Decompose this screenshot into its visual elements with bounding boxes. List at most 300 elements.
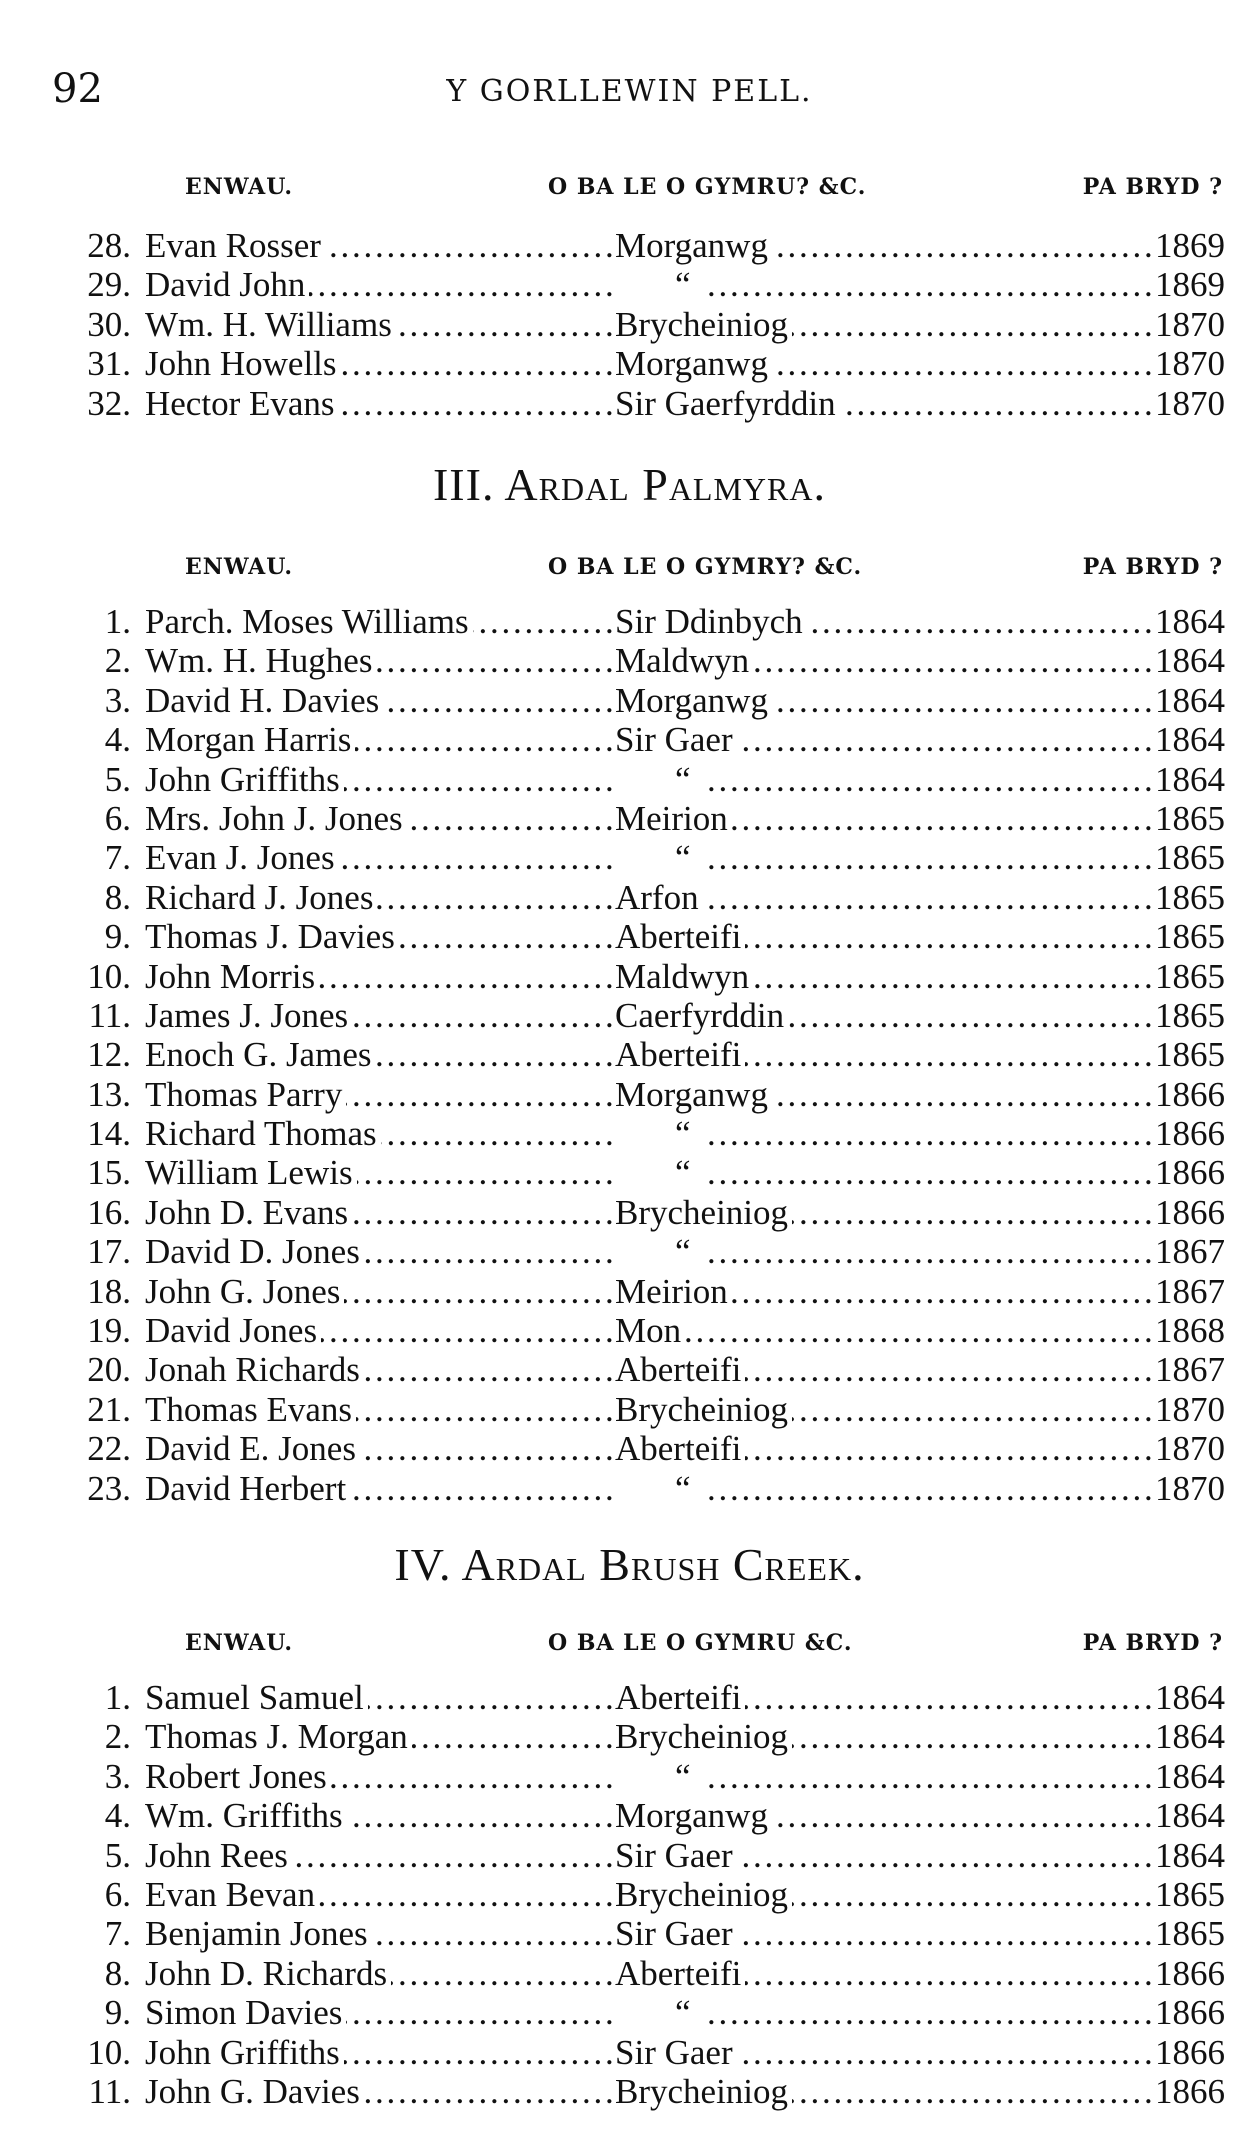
entry-name-cell: [145, 1993, 615, 2032]
entry-origin-cell: [615, 1875, 1155, 1914]
entry-number: 14.: [87, 1114, 131, 1154]
entry-origin: “: [615, 1153, 705, 1192]
entry-origin-cell: [615, 1954, 1155, 1993]
entry-line: [145, 1153, 1225, 1192]
entry-year: 1864: [1155, 1756, 1225, 1796]
entry-number: 18.: [87, 1271, 131, 1311]
entry-year: 1866: [1155, 1114, 1225, 1154]
entry-number: 19.: [87, 1311, 131, 1351]
list-item: [0, 1429, 1259, 1468]
entry-line: [145, 1836, 1225, 1875]
list-item: [0, 1390, 1259, 1429]
entry-origin: Morganwg: [615, 1075, 772, 1114]
list-item: [0, 1678, 1259, 1717]
entry-year: 1864: [1155, 1678, 1225, 1717]
entry-line: [145, 641, 1225, 680]
entry-origin: Aberteifi: [615, 1678, 745, 1717]
entry-number: 3.: [104, 680, 131, 720]
entry-name: John G. Jones: [145, 1272, 344, 1311]
entry-name-cell: [145, 1836, 615, 1875]
column-header-names: ENWAU.: [185, 554, 294, 580]
entry-number: 15.: [87, 1153, 131, 1193]
entry-origin-cell: [615, 1914, 1155, 1953]
list-item: [0, 760, 1259, 799]
entry-name: Wm. H. Williams: [145, 305, 396, 344]
entry-year: 1864: [1155, 759, 1225, 799]
entry-line: [145, 344, 1225, 383]
entry-origin: Aberteifi: [615, 917, 745, 956]
entry-origin-cell: [615, 957, 1155, 996]
entry-line: [145, 265, 1225, 304]
list-item: [0, 878, 1259, 917]
entry-line: [145, 1035, 1225, 1074]
entry-year: 1866: [1155, 1153, 1225, 1193]
entry-year: 1864: [1155, 1796, 1225, 1836]
list-item: [0, 1114, 1259, 1153]
entry-line: [145, 957, 1225, 996]
list-item: [0, 1993, 1259, 2032]
entry-year: 1870: [1155, 383, 1225, 423]
column-header-when: PA BRYD ?: [1082, 554, 1223, 580]
entry-origin-cell: [615, 1757, 1155, 1796]
list-item: [0, 344, 1259, 383]
entry-line: [145, 760, 1225, 799]
entry-origin: Brycheiniog: [615, 1875, 792, 1914]
entry-name-cell: [145, 1232, 615, 1271]
entry-name: Morgan Harris: [145, 720, 355, 759]
entry-number: 22.: [87, 1429, 131, 1469]
entry-origin: Sir Gaer: [615, 720, 737, 759]
list-item: [0, 720, 1259, 759]
entry-name: Enoch G. James: [145, 1035, 375, 1074]
entry-name: John D. Evans: [145, 1193, 352, 1232]
entry-name: John Griffiths: [145, 760, 344, 799]
entry-name-cell: [145, 1954, 615, 1993]
section-title: IV. Ardal Brush Creek.: [394, 1539, 865, 1590]
entry-origin: Sir Ddinbych: [615, 602, 807, 641]
entry-year: 1865: [1155, 798, 1225, 838]
entry-year: 1865: [1155, 956, 1225, 996]
entry-year: 1865: [1155, 995, 1225, 1035]
entry-origin: Brycheiniog: [615, 1717, 792, 1756]
entry-list: [0, 1678, 1259, 2111]
list-item: [0, 917, 1259, 956]
entry-name: Simon Davies: [145, 1993, 346, 2032]
entry-origin: Meirion: [615, 799, 732, 838]
entry-origin: Brycheiniog: [615, 1390, 792, 1429]
list-item: [0, 641, 1259, 680]
entry-origin-cell: [615, 1075, 1155, 1114]
entry-number: 11.: [88, 995, 131, 1035]
column-header-when: PA BRYD ?: [1082, 174, 1223, 200]
entry-year: 1870: [1155, 304, 1225, 344]
entry-origin-cell: [615, 1232, 1155, 1271]
entry-line: [145, 305, 1225, 344]
entry-name: John G. Davies: [145, 2072, 364, 2111]
column-header-origin: O BA LE O GYMRU? &C.: [548, 174, 867, 200]
entry-year: 1865: [1155, 1874, 1225, 1914]
entry-line: [145, 1954, 1225, 1993]
entry-name: Wm. Griffiths: [145, 1796, 347, 1835]
list-item: [0, 1350, 1259, 1389]
entry-origin-cell: [615, 799, 1155, 838]
entry-number: 31.: [87, 344, 131, 384]
entry-name-cell: [145, 957, 615, 996]
entry-name-cell: [145, 1914, 615, 1953]
entry-origin-cell: [615, 681, 1155, 720]
entry-origin-cell: [615, 2033, 1155, 2072]
entry-year: 1864: [1155, 680, 1225, 720]
entry-origin-cell: [615, 720, 1155, 759]
entry-line: [145, 1678, 1225, 1717]
entry-name: David Herbert: [145, 1469, 350, 1508]
entry-name-cell: [145, 1075, 615, 1114]
entry-number: 13.: [87, 1074, 131, 1114]
list-item: [0, 1035, 1259, 1074]
column-header: [0, 1624, 1259, 1664]
entry-origin-cell: [615, 305, 1155, 344]
entry-year: 1870: [1155, 1468, 1225, 1508]
column-header: [0, 548, 1259, 588]
entry-origin: “: [615, 265, 705, 304]
entry-name: Thomas Parry: [145, 1075, 346, 1114]
entry-line: [145, 720, 1225, 759]
entry-origin-cell: [615, 1796, 1155, 1835]
entry-year: 1868: [1155, 1311, 1225, 1351]
entry-name-cell: [145, 720, 615, 759]
entry-origin-cell: [615, 1993, 1155, 2032]
entry-line: [145, 1272, 1225, 1311]
entry-number: 7.: [104, 838, 131, 878]
entry-name-cell: [145, 760, 615, 799]
entry-line: [145, 1232, 1225, 1271]
page-number: 92: [52, 66, 103, 112]
list-item: [0, 1757, 1259, 1796]
column-header-when: PA BRYD ?: [1082, 1630, 1223, 1656]
entry-origin-cell: [615, 878, 1155, 917]
entry-origin-cell: [615, 1717, 1155, 1756]
entry-origin: “: [615, 1993, 705, 2032]
entry-name-cell: [145, 1035, 615, 1074]
entry-name-cell: [145, 838, 615, 877]
list-item: [0, 996, 1259, 1035]
entry-name-cell: [145, 344, 615, 383]
section-title: III. Ardal Palmyra.: [432, 459, 826, 510]
entry-year: 1867: [1155, 1232, 1225, 1272]
entry-origin-cell: [615, 1390, 1155, 1429]
list-item: [0, 1717, 1259, 1756]
entry-origin-cell: [615, 344, 1155, 383]
list-item: [0, 1914, 1259, 1953]
entry-year: 1865: [1155, 877, 1225, 917]
entry-name: James J. Jones: [145, 996, 352, 1035]
entry-name-cell: [145, 384, 615, 423]
entry-name: Evan Rosser: [145, 226, 325, 265]
entry-number: 4.: [104, 720, 131, 760]
column-header-origin: O BA LE O GYMRU &C.: [548, 1630, 853, 1656]
entry-name-cell: [145, 1875, 615, 1914]
entry-number: 1.: [104, 1678, 131, 1717]
entry-name: David John: [145, 265, 309, 304]
entry-year: 1864: [1155, 641, 1225, 681]
entry-year: 1869: [1155, 226, 1225, 265]
entry-year: 1869: [1155, 265, 1225, 305]
entry-number: 9.: [104, 917, 131, 957]
entry-name: John Griffiths: [145, 2033, 344, 2072]
entry-name-cell: [145, 917, 615, 956]
entry-year: 1864: [1155, 720, 1225, 760]
entry-origin-cell: [615, 1836, 1155, 1875]
entry-name: Mrs. John J. Jones: [145, 799, 407, 838]
entry-number: 8.: [104, 1953, 131, 1993]
entry-year: 1866: [1155, 1993, 1225, 2033]
entry-number: 23.: [87, 1468, 131, 1508]
entry-number: 17.: [87, 1232, 131, 1272]
entry-number: 30.: [87, 304, 131, 344]
list-item: [0, 2033, 1259, 2072]
column-header-names: ENWAU.: [185, 174, 294, 200]
entry-origin-cell: [615, 1350, 1155, 1389]
entry-line: [145, 996, 1225, 1035]
entry-number: 4.: [104, 1796, 131, 1836]
entry-name-cell: [145, 1153, 615, 1192]
entry-name-cell: [145, 996, 615, 1035]
entry-line: [145, 226, 1225, 265]
entry-origin: Maldwyn: [615, 641, 753, 680]
entry-name-cell: [145, 878, 615, 917]
entry-name-cell: [145, 1390, 615, 1429]
entry-origin: Aberteifi: [615, 1429, 745, 1468]
entry-name-cell: [145, 1678, 615, 1717]
entry-origin-cell: [615, 1429, 1155, 1468]
entry-list: [0, 226, 1259, 423]
entry-origin-cell: [615, 1114, 1155, 1153]
entry-line: [145, 1875, 1225, 1914]
entry-name-cell: [145, 265, 615, 304]
entry-name-cell: [145, 1796, 615, 1835]
entry-number: 21.: [87, 1389, 131, 1429]
entry-number: 2.: [104, 1717, 131, 1757]
entry-origin-cell: [615, 1193, 1155, 1232]
entry-origin: Sir Gaer: [615, 2033, 737, 2072]
entry-origin-cell: [615, 602, 1155, 641]
entry-name: David D. Jones: [145, 1232, 364, 1271]
entry-name: Richard Thomas: [145, 1114, 381, 1153]
entry-name-cell: [145, 641, 615, 680]
list-item: [0, 226, 1259, 265]
entry-origin: Caerfyrddin: [615, 996, 788, 1035]
entry-line: [145, 799, 1225, 838]
entry-line: [145, 1757, 1225, 1796]
entry-name: William Lewis: [145, 1153, 357, 1192]
entry-line: [145, 1796, 1225, 1835]
running-title: Y GORLLEWIN PELL.: [446, 74, 813, 109]
entry-number: 6.: [104, 798, 131, 838]
entry-number: 5.: [104, 759, 131, 799]
list-item: [0, 1469, 1259, 1508]
running-head: [0, 58, 1259, 118]
entry-origin: “: [615, 1114, 705, 1153]
entry-number: 1.: [104, 602, 131, 641]
entry-year: 1866: [1155, 1953, 1225, 1993]
entry-line: [145, 602, 1225, 641]
entry-line: [145, 1075, 1225, 1114]
entry-year: 1865: [1155, 917, 1225, 957]
list-item: [0, 957, 1259, 996]
entry-year: 1865: [1155, 838, 1225, 878]
entry-name: Benjamin Jones: [145, 1914, 372, 1953]
list-item: [0, 265, 1259, 304]
entry-name: Thomas J. Morgan: [145, 1717, 412, 1756]
entry-name: Parch. Moses Williams: [145, 602, 473, 641]
list-item: [0, 384, 1259, 423]
entry-number: 29.: [87, 265, 131, 305]
list-item: [0, 1153, 1259, 1192]
entry-year: 1866: [1155, 1074, 1225, 1114]
entry-line: [145, 2033, 1225, 2072]
entry-year: 1867: [1155, 1271, 1225, 1311]
entry-origin-cell: [615, 996, 1155, 1035]
entry-origin: Aberteifi: [615, 1350, 745, 1389]
entry-origin: “: [615, 1469, 705, 1508]
entry-origin-cell: [615, 760, 1155, 799]
entry-name: John D. Richards: [145, 1954, 391, 1993]
entry-origin: Morganwg: [615, 344, 772, 383]
entry-origin: Arfon: [615, 878, 703, 917]
entry-origin-cell: [615, 1153, 1155, 1192]
entry-year: 1870: [1155, 1429, 1225, 1469]
column-header: [0, 168, 1259, 208]
list-item: [0, 1272, 1259, 1311]
entry-year: 1870: [1155, 1389, 1225, 1429]
entry-number: 10.: [87, 2032, 131, 2072]
entry-name: Robert Jones: [145, 1757, 331, 1796]
entry-origin-cell: [615, 384, 1155, 423]
entry-number: 10.: [87, 956, 131, 996]
entry-number: 5.: [104, 1835, 131, 1875]
entry-name: David H. Davies: [145, 681, 383, 720]
entry-number: 28.: [87, 226, 131, 265]
entry-name-cell: [145, 1311, 615, 1350]
entry-origin-cell: [615, 1272, 1155, 1311]
entry-number: 32.: [87, 383, 131, 423]
list-item: [0, 681, 1259, 720]
list-item: [0, 1193, 1259, 1232]
entry-number: 9.: [104, 1993, 131, 2033]
entry-origin: Aberteifi: [615, 1954, 745, 1993]
entry-origin-cell: [615, 226, 1155, 265]
entry-origin: Brycheiniog: [615, 1193, 792, 1232]
entry-origin-cell: [615, 917, 1155, 956]
entry-name: Hector Evans: [145, 384, 339, 423]
entry-line: [145, 1350, 1225, 1389]
entry-year: 1865: [1155, 1035, 1225, 1075]
entry-origin: “: [615, 760, 705, 799]
entry-line: [145, 1311, 1225, 1350]
entry-year: 1867: [1155, 1350, 1225, 1390]
list-item: [0, 1875, 1259, 1914]
entry-origin: “: [615, 838, 705, 877]
entry-number: 2.: [104, 641, 131, 681]
entry-name-cell: [145, 1193, 615, 1232]
entry-origin-cell: [615, 1469, 1155, 1508]
entry-line: [145, 1429, 1225, 1468]
entry-list: [0, 602, 1259, 1508]
entry-number: 6.: [104, 1874, 131, 1914]
entry-origin-cell: [615, 1678, 1155, 1717]
list-item: [0, 838, 1259, 877]
entry-origin: “: [615, 1757, 705, 1796]
entry-origin: Morganwg: [615, 681, 772, 720]
entry-origin-cell: [615, 641, 1155, 680]
entry-number: 16.: [87, 1192, 131, 1232]
entry-name-cell: [145, 602, 615, 641]
entry-name: John Howells: [145, 344, 341, 383]
entry-line: [145, 917, 1225, 956]
entry-name: Evan Bevan: [145, 1875, 319, 1914]
entry-name-cell: [145, 681, 615, 720]
entry-year: 1866: [1155, 2032, 1225, 2072]
entry-name: John Morris: [145, 957, 319, 996]
entry-origin: Sir Gaer: [615, 1836, 737, 1875]
entry-line: [145, 2072, 1225, 2111]
entry-name-cell: [145, 1469, 615, 1508]
entry-origin-cell: [615, 2072, 1155, 2111]
entry-year: 1866: [1155, 1192, 1225, 1232]
entry-origin: Aberteifi: [615, 1035, 745, 1074]
entry-name-cell: [145, 2072, 615, 2111]
entry-line: [145, 1114, 1225, 1153]
entry-year: 1864: [1155, 1717, 1225, 1757]
entry-name: Evan J. Jones: [145, 838, 339, 877]
entry-origin: Brycheiniog: [615, 2072, 792, 2111]
entry-line: [145, 384, 1225, 423]
list-item: [0, 1311, 1259, 1350]
column-header-names: ENWAU.: [185, 1630, 294, 1656]
entry-origin-cell: [615, 1311, 1155, 1350]
entry-origin: Morganwg: [615, 226, 772, 265]
entry-origin-cell: [615, 265, 1155, 304]
entry-name-cell: [145, 226, 615, 265]
entry-number: 11.: [88, 2071, 131, 2111]
entry-name-cell: [145, 1350, 615, 1389]
entry-name: David Jones: [145, 1311, 321, 1350]
entry-origin-cell: [615, 838, 1155, 877]
entry-name-cell: [145, 305, 615, 344]
entry-origin: Meirion: [615, 1272, 732, 1311]
entry-line: [145, 1993, 1225, 2032]
entry-year: 1864: [1155, 1835, 1225, 1875]
list-item: [0, 1232, 1259, 1271]
entry-number: 8.: [104, 877, 131, 917]
entry-origin: Sir Gaer: [615, 1914, 737, 1953]
entry-number: 7.: [104, 1914, 131, 1954]
entry-origin: Brycheiniog: [615, 305, 792, 344]
entry-line: [145, 838, 1225, 877]
entry-name-cell: [145, 1757, 615, 1796]
entry-origin: Mon: [615, 1311, 685, 1350]
entry-year: 1864: [1155, 602, 1225, 641]
entry-name-cell: [145, 2033, 615, 2072]
entry-name-cell: [145, 1114, 615, 1153]
entry-line: [145, 878, 1225, 917]
list-item: [0, 1796, 1259, 1835]
list-item: [0, 1075, 1259, 1114]
entry-origin: Morganwg: [615, 1796, 772, 1835]
entry-year: 1865: [1155, 1914, 1225, 1954]
entry-number: 20.: [87, 1350, 131, 1390]
column-header-origin: O BA LE O GYMRY? &C.: [548, 554, 863, 580]
